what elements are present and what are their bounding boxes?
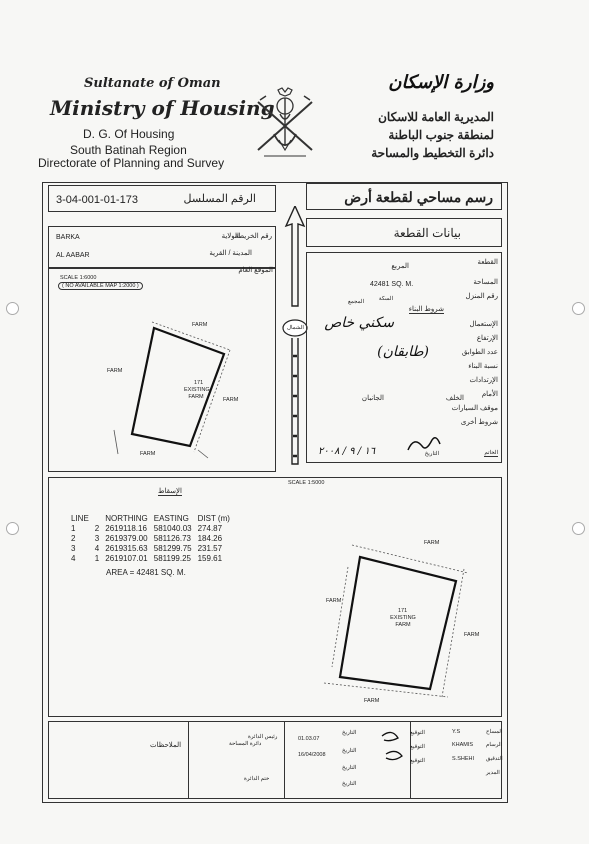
back-label: الخلف bbox=[445, 395, 464, 402]
farm-label: FARM bbox=[364, 698, 380, 704]
cell: 159.61 bbox=[197, 554, 223, 563]
house-no-label: رقم المنزل bbox=[465, 293, 498, 300]
farm-label: FARM bbox=[223, 397, 239, 403]
serial-label: الرقم المسلسل bbox=[183, 193, 256, 205]
cell: 1 bbox=[71, 524, 76, 533]
checker-label: التدقيق bbox=[486, 756, 503, 762]
floors-value: (طابقان) bbox=[377, 344, 429, 360]
plot-number: 171 bbox=[194, 380, 204, 386]
front-label: الأمام bbox=[481, 391, 498, 398]
dates-label: التاريخ bbox=[342, 781, 357, 787]
footer-divider bbox=[284, 721, 285, 799]
drafter-value: KHAMIS bbox=[452, 742, 474, 748]
farm-label: FARM bbox=[192, 322, 208, 328]
wilayat-label: الولاية bbox=[221, 233, 239, 240]
block-label: المربع bbox=[391, 263, 409, 270]
date-value: ١٦ / ٩ / ٢٠٠٨ bbox=[318, 446, 376, 457]
ratio-label: نسبة البناء bbox=[468, 363, 498, 370]
farm-label: FARM bbox=[424, 540, 440, 546]
plot-label: القطعة bbox=[477, 259, 498, 266]
sultanate-text: Sultanate of Oman bbox=[84, 76, 221, 91]
date-1: 01.03.07 bbox=[298, 736, 320, 742]
dates-label: التاريخ bbox=[342, 748, 357, 754]
use-value: سكني خاص bbox=[324, 315, 394, 331]
oman-emblem-icon bbox=[252, 84, 318, 168]
table-header-cell: DIST (m) bbox=[197, 514, 230, 523]
farm-label: FARM bbox=[326, 598, 342, 604]
survey-dept-label: دائرة المساحة bbox=[229, 741, 262, 747]
table-header-cell: NORTHING bbox=[105, 514, 148, 523]
signature-label: التوقيع bbox=[410, 730, 425, 736]
cell: 4 bbox=[94, 544, 100, 553]
projection-title: الإسقاط bbox=[158, 488, 182, 495]
drafter-label: الرسام bbox=[486, 742, 502, 748]
wilayat-value: BARKA bbox=[56, 234, 80, 241]
plot-title: EXISTING FARM bbox=[390, 615, 416, 628]
cell: 274.87 bbox=[197, 524, 223, 533]
remarks-label: الملاحظات bbox=[150, 742, 182, 749]
date-label: التاريخ bbox=[424, 451, 439, 457]
plot-data-title: بيانات القطعة bbox=[393, 226, 461, 240]
no-map-note: ( NO AVAILABLE MAP 1:2000 ) bbox=[58, 282, 143, 290]
cell: 3 bbox=[94, 534, 100, 543]
manager-label: المدير bbox=[486, 770, 500, 776]
ministry-ar-logo: وزارة الإسكان bbox=[388, 72, 494, 93]
map-no-label: رقم الخريطة bbox=[234, 233, 272, 240]
punch-hole bbox=[572, 302, 585, 315]
cell: 581126.73 bbox=[153, 534, 192, 543]
parking-label: موقف السيارات bbox=[451, 405, 498, 412]
building-conditions-label: شروط البناء bbox=[408, 306, 444, 313]
table-header-cell: LINE bbox=[71, 514, 89, 523]
serial-number: 3-04-001-01-173 bbox=[56, 194, 138, 206]
surveyor-label: المساح bbox=[486, 729, 503, 735]
location-scale: SCALE 1:6000 bbox=[60, 275, 97, 281]
cell: 231.57 bbox=[197, 544, 223, 553]
complex-label: المجمع bbox=[347, 299, 364, 305]
area-total: AREA = 42481 SQ. M. bbox=[106, 568, 186, 577]
survey-head-label: رئيس الدائرة bbox=[248, 734, 278, 740]
village-label: المدينة / القرية bbox=[209, 250, 252, 257]
stamp-label: الخاتم bbox=[484, 450, 498, 456]
other-conditions-label: شروط أخرى bbox=[460, 419, 498, 426]
region-ar-text: لمنطقة جنوب الباطنة bbox=[388, 128, 494, 142]
dates-label: التاريخ bbox=[342, 730, 357, 736]
date-2: 16/04/2008 bbox=[298, 752, 326, 758]
farm-label: FARM bbox=[464, 632, 480, 638]
punch-hole bbox=[572, 522, 585, 535]
cell: 3 bbox=[71, 544, 76, 553]
ministry-text: Ministry of Housing bbox=[50, 96, 275, 120]
signature-label: التوقيع bbox=[410, 758, 425, 764]
height-label: الإرتفاع bbox=[476, 335, 498, 342]
signature-icon bbox=[376, 726, 410, 774]
cell: 2 bbox=[71, 534, 76, 543]
farm-label: FARM bbox=[140, 451, 156, 457]
dg-ar-text: المديرية العامة للاسكان bbox=[378, 110, 494, 124]
signature-label: التوقيع bbox=[410, 744, 425, 750]
use-label: الإستعمال bbox=[469, 321, 498, 328]
footer-box bbox=[48, 721, 502, 799]
cell: 2 bbox=[94, 524, 100, 533]
cell: 184.26 bbox=[197, 534, 223, 543]
sides-label: الجانبان bbox=[361, 395, 384, 402]
footer-divider bbox=[188, 721, 189, 799]
plot-number: 171 bbox=[398, 608, 408, 614]
signature-icon bbox=[404, 432, 444, 456]
region-text: South Batinah Region bbox=[70, 143, 187, 157]
projection-scale: SCALE 1:5000 bbox=[288, 480, 325, 486]
setbacks-label: الإرتدادات bbox=[469, 377, 498, 384]
area-label: المساحة bbox=[473, 279, 498, 286]
checker-value: S.SHEHI bbox=[452, 756, 475, 762]
cell: 1 bbox=[94, 554, 100, 563]
floors-label: عدد الطوابق bbox=[461, 349, 498, 356]
location-map bbox=[48, 268, 276, 472]
dg-text: D. G. Of Housing bbox=[83, 127, 175, 141]
cell: 581040.03 bbox=[153, 524, 192, 533]
cell: 581199.25 bbox=[153, 554, 192, 563]
directorate-text: Directorate of Planning and Survey bbox=[38, 156, 225, 170]
plot-title: EXISTING FARM bbox=[184, 387, 210, 400]
farm-label: FARM bbox=[107, 368, 123, 374]
street-label: السكة bbox=[378, 296, 393, 302]
punch-hole bbox=[6, 522, 19, 535]
doc-title: رسم مساحي لقطعة أرض bbox=[344, 189, 493, 205]
stamp-dept-label: ختم الدائرة bbox=[244, 776, 270, 782]
location-label: الموقع العام bbox=[238, 267, 273, 274]
detail-map bbox=[48, 477, 502, 717]
cell: 581299.75 bbox=[153, 544, 192, 553]
surveyor-value: Y.S bbox=[452, 729, 461, 735]
punch-hole bbox=[6, 302, 19, 315]
cell: 2619107.01 bbox=[105, 554, 148, 563]
dates-label: التاريخ bbox=[342, 765, 357, 771]
north-label: الشمال bbox=[287, 325, 304, 331]
cell: 2619315.63 bbox=[105, 544, 148, 553]
cell: 2619379.00 bbox=[105, 534, 148, 543]
table-header-cell: EASTING bbox=[153, 514, 189, 523]
cell: 4 bbox=[71, 554, 76, 563]
area-value: 42481 SQ. M. bbox=[370, 281, 414, 288]
village-value: AL AABAR bbox=[56, 252, 90, 259]
directorate-ar-text: دائرة التخطيط والمساحة bbox=[371, 146, 494, 160]
cell: 2619118.16 bbox=[105, 524, 147, 533]
